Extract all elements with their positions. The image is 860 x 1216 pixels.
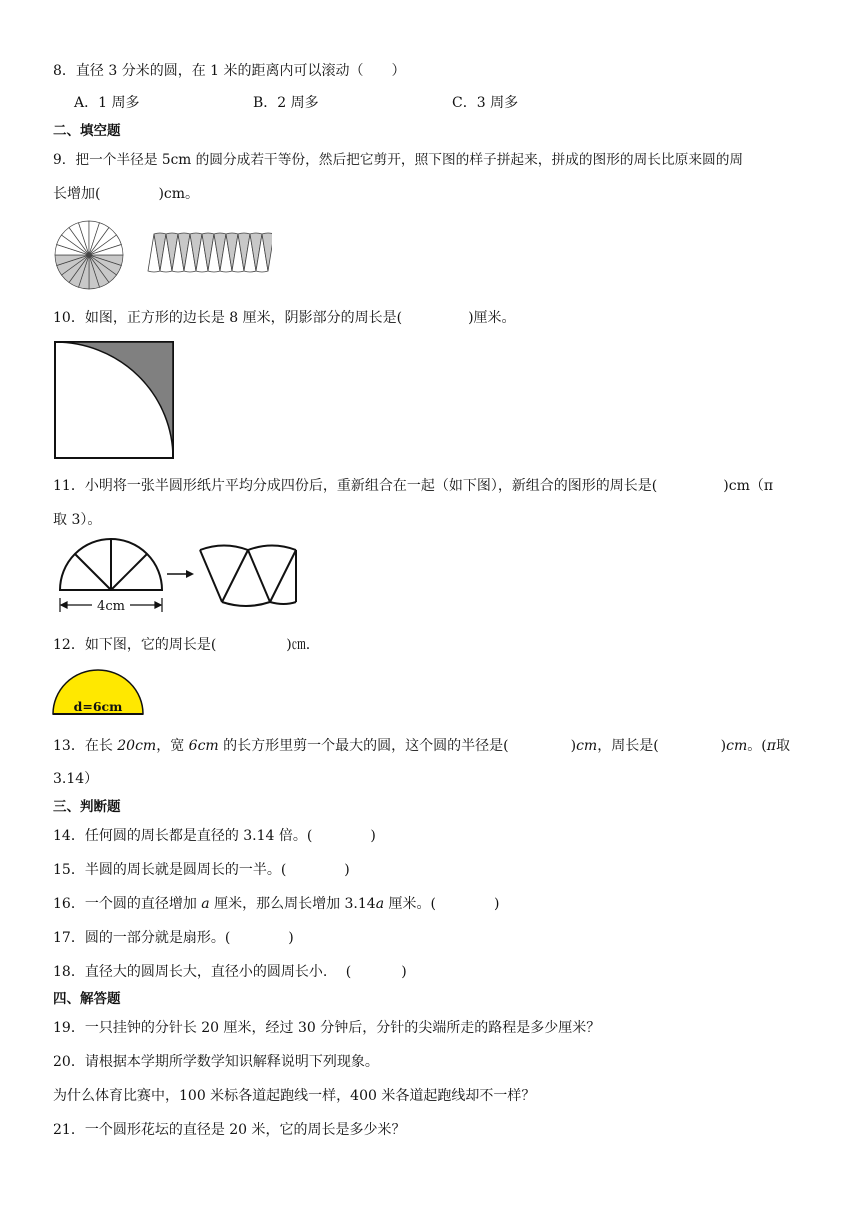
question-11-line2: 取 3）。: [53, 512, 102, 528]
q16-text-d: ): [493, 896, 500, 912]
q11-text-b: )cm（π: [723, 478, 774, 494]
q18-text-b: ): [401, 964, 407, 980]
q10-text-a: 10．如图，正方形的边长是 8 厘米，阴影部分的周长是(: [53, 310, 403, 326]
q18-text-a: 18．直径大的圆周长大，直径小的圆周长小. (: [53, 964, 352, 980]
section-fill-in: 二、填空题: [53, 123, 121, 139]
q13-unit: cm: [726, 738, 748, 754]
variable-a: a: [201, 896, 210, 912]
pi-symbol: π: [766, 738, 776, 754]
q12-semicircle-figure: [51, 668, 145, 718]
q9-circle-figure: [52, 219, 272, 291]
question-19: 19．一只挂钟的分针长 20 厘米，经过 30 分钟后，分针的尖端所走的路程是多少厘米？: [53, 1020, 601, 1036]
q12-text-b: )㎝.: [286, 637, 311, 653]
q12-text-a: 12．如下图，它的周长是(: [53, 637, 217, 653]
rearranged-strip: [148, 233, 272, 272]
diameter-label: d=6cm: [73, 699, 123, 714]
q13-length: 20cm: [117, 738, 157, 754]
variable-a: a: [375, 896, 385, 912]
q13-width: 6cm: [188, 738, 219, 754]
question-17: [53, 929, 294, 947]
q10-text-b: )厘米。: [468, 310, 516, 326]
q13-text-g: 。(: [747, 738, 767, 754]
q13-text-a: 13．在长: [53, 738, 118, 754]
q14-text-a: 14．任何圆的周长都是直径的 3.14 倍。(: [53, 828, 313, 844]
q10-square-figure: [53, 340, 177, 462]
question-18: [53, 963, 407, 981]
q15-text-b: ): [344, 862, 350, 878]
q16-text-b: 厘米，那么周长增加 3.14: [209, 896, 376, 912]
option-b: B．2 周多: [253, 95, 319, 111]
q9-text-b: )cm。: [158, 186, 200, 202]
q13-text-h: 取: [775, 738, 790, 754]
question-14: [53, 827, 376, 845]
question-20-line2: 为什么体育比赛中，100 米标各道起跑线一样，400 米各道起跑线却不一样？: [53, 1088, 536, 1104]
q13-text-b: ，宽: [156, 738, 189, 754]
rearranged-shape: [200, 546, 296, 607]
q11-semicircle-figure: [52, 538, 302, 616]
q13-text-e: ，周长是(: [597, 738, 659, 754]
arrow-icon: [167, 570, 194, 578]
q17-text-b: ): [288, 930, 294, 946]
q16-text-c: 厘米。(: [384, 896, 436, 912]
question-13: [53, 737, 790, 755]
question-21: 21．一个圆形花坛的直径是 20 米，它的周长是多少米？: [53, 1122, 406, 1138]
question-9-line1: 9．把一个半径是 5cm 的圆分成若干等份，然后把它剪开，照下图的样子拼起来，拼成的图形的周长比原来圆的周: [53, 152, 744, 168]
dimension-label: 4cm: [97, 599, 125, 614]
question-10: [53, 309, 516, 327]
option-a: A．1 周多: [74, 95, 140, 111]
question-8: 8．直径 3 分米的圆，在 1 米的距离内可以滚动（ ）: [53, 63, 406, 79]
section-true-false: 三、判断题: [53, 799, 121, 815]
q9-text-a: 长增加(: [53, 186, 101, 202]
q11-text-a: 11．小明将一张半圆形纸片平均分成四份后，重新组合在一起（如下图），新组合的图形的周长是(: [53, 478, 658, 494]
q13-unit: cm: [576, 738, 598, 754]
question-13-line2: 3.14）: [53, 771, 99, 787]
divided-circle: [55, 221, 123, 289]
question-15: [53, 861, 350, 879]
q13-text-f: ): [720, 738, 727, 754]
q17-text-a: 17．圆的一部分就是扇形。(: [53, 930, 231, 946]
q14-text-b: ): [370, 828, 376, 844]
question-20-line1: 20．请根据本学期所学数学知识解释说明下列现象。: [53, 1054, 379, 1070]
section-solve: 四、解答题: [53, 991, 121, 1007]
question-16: [53, 895, 499, 913]
option-c: C．3 周多: [452, 95, 519, 111]
q13-text-c: 的长方形里剪一个最大的圆，这个圆的半径是(: [218, 738, 509, 754]
question-12: [53, 636, 310, 654]
q15-text-a: 15．半圆的周长就是圆周长的一半。(: [53, 862, 287, 878]
q16-text-a: 16．一个圆的直径增加: [53, 896, 202, 912]
q13-text-d: ): [570, 738, 577, 754]
divided-semicircle: [60, 539, 162, 590]
question-9-line2: [53, 185, 199, 203]
question-11: [53, 477, 773, 495]
